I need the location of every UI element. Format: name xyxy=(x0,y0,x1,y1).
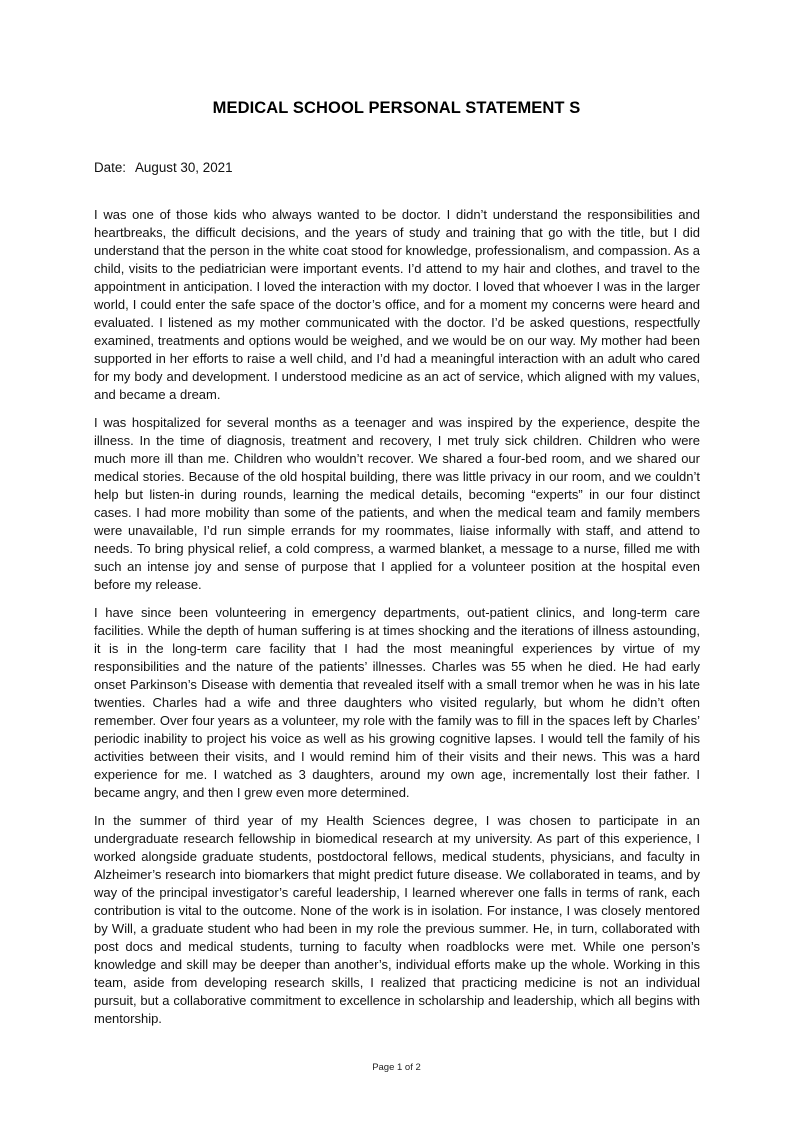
document-title: MEDICAL SCHOOL PERSONAL STATEMENT S xyxy=(212,99,581,117)
paragraph-3: I have since been volunteering in emergency departments, out-patient clinics, and long-term care facilities. While the depth of human suffering is at times shocking and the iterations of illness astounding, it is in the long-term care facility that I had the most meaningful experiences by virtue of my responsibilities and the nature of the patients’ illnesses. Charles was 55 when he died. He had early onset Parkinson’s Disease with dementia that revealed itself with a small tremor when he was in his late twenties. Charles had a wife and three daughters who visited regularly, but whom he didn’t often remember. Over four years as a volunteer, my role with the family was to fill in the spaces left by Charles’ periodic inability to project his voice as well as his growing cognitive lapses. I would tell the family of his activities between their visits, and I would remind him of their visits and their news. This was a hard experience for me. I watched as 3 daughters, around my own age, incrementally lost their father. I became angry, and then I grew even more determined. xyxy=(94,605,700,800)
statement-body xyxy=(94,206,700,1038)
paragraph-2: I was hospitalized for several months as a teenager and was inspired by the experience, despite the illness. In the time of diagnosis, treatment and recovery, I met truly sick children. Children who were much more ill than me. Children who wouldn’t recover. We shared a four-bed room, and we shared our medical stories. Because of the old hospital building, there was little privacy in our room, and we couldn’t help but listen-in during rounds, learning the medical details, becoming “experts” in our four distinct cases. I had more mobility than some of the patients, and when the medical team and family members were unavailable, I’d run simple errands for my roommates, liaise informally with staff, and attend to needs. To bring physical relief, a cold compress, a warmed blanket, a message to a nurse, filled me with such an intense joy and sense of purpose that I applied for a volunteer position at the hospital even before my release. xyxy=(94,415,700,592)
date-line xyxy=(94,160,233,175)
date-label: Date: xyxy=(94,160,127,175)
page-number-footer: Page 1 of 2 xyxy=(372,1062,421,1073)
date-value: August 30, 2021 xyxy=(135,160,233,175)
paragraph-4: In the summer of third year of my Health Sciences degree, I was chosen to participate in an undergraduate research fellowship in biomedical research at my university. As part of this experience, I worked alongside graduate students, postdoctoral fellows, medical students, physicians, and faculty in Alzheimer’s research into biomarkers that might predict future disease. We collaborated in teams, and by way of the principal investigator’s careful leadership, I learned wherever one falls in terms of rank, each contribution is vital to the outcome. None of the work is in isolation. For instance, I was closely mentored by Will, a graduate student who had been in my role the previous summer. He, in turn, collaborated with post docs and medical students, turning to faculty when roadblocks were met. While one person’s knowledge and skill may be deeper than another’s, individual efforts make up the whole. Working in this team, aside from developing research skills, I realized that practicing medicine is not an individual pursuit, but a collaborative commitment to excellence in scholarship and leadership, which all begins with mentorship. xyxy=(94,813,700,1026)
paragraph-1: I was one of those kids who always wanted to be doctor. I didn’t understand the responsibilities and heartbreaks, the difficult decisions, and the years of study and training that go with the title, but I did understand that the person in the white coat stood for knowledge, professionalism, and compassion. As a child, visits to the pediatrician were important events. I’d attend to my hair and clothes, and travel to the appointment in anticipation. I loved the interaction with my doctor. I loved that whoever I was in the larger world, I could enter the safe space of the doctor’s office, and for a moment my concerns were heard and evaluated. I listened as my mother communicated with the doctor. I’d be asked questions, respectfully examined, treatments and options would be weighed, and we would be on our way. My mother had been supported in her efforts to raise a well child, and I’d had a meaningful interaction with an adult who cared for my body and development. I understood medicine as an act of service, which aligned with my values, and became a dream. xyxy=(94,207,700,402)
